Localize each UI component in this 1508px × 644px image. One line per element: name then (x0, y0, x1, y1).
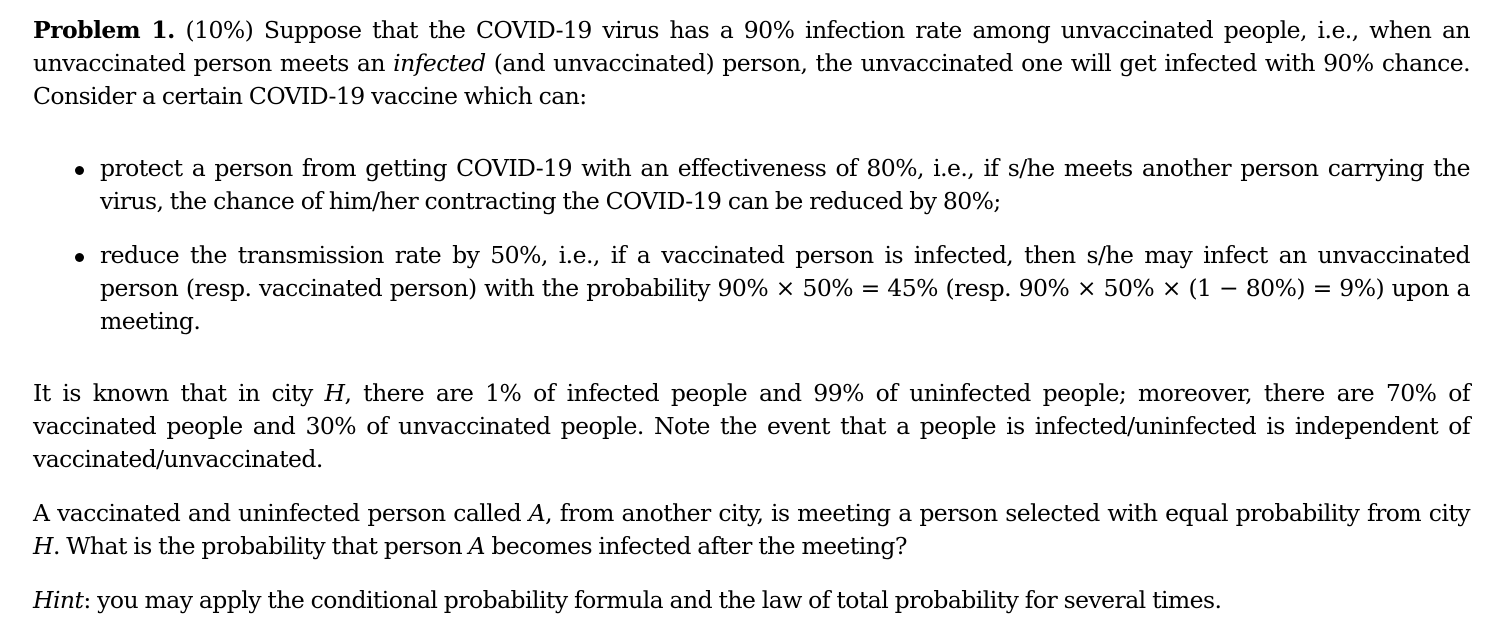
intro-text-1: Suppose that the COVID-19 virus has a 90% infection rate among unvaccinated people, i.e., when an unvaccinated person meets an (33, 16, 1471, 77)
question-text-2: , from another city, is meeting a person selected with equal probability from city (545, 499, 1470, 527)
question-paragraph (33, 497, 1470, 563)
math-var-h: H (33, 532, 53, 560)
question-text-3: . What is the probability that person (52, 532, 463, 560)
intro-text-2: (and unvaccinated) person, the unvaccinated one will get infected with 90% chance. Consider a certain COVID-19 vaccine which can: (33, 49, 1471, 110)
hint-text: : you may apply the conditional probability formula and the law of total probability for several times. (83, 586, 1222, 614)
city-statistics-paragraph (33, 377, 1470, 476)
question-text-1: A vaccinated and uninfected person called (33, 499, 522, 527)
problem-intro (33, 14, 1470, 113)
list-item (100, 239, 1470, 338)
list-item (100, 152, 1470, 218)
city-text-1: It is known that in city (33, 379, 313, 407)
math-var-h: H (324, 379, 345, 407)
hint-paragraph (33, 584, 1470, 617)
vaccine-properties-list (33, 152, 1470, 338)
hint-label: Hint (33, 586, 84, 614)
question-text-4: becomes infected after the meeting? (491, 532, 907, 560)
bullet-icon (75, 166, 84, 175)
list-item-text: protect a person from getting COVID-19 with an effectiveness of 80%, i.e., if s/he meets another person carrying the virus, the chance of him/her contracting the COVID-19 can be reduced by 80%; (100, 154, 1470, 215)
intro-emphasis: infected (393, 49, 486, 77)
math-var-a: A (528, 499, 546, 527)
math-var-a: A (468, 532, 485, 560)
bullet-icon (75, 253, 84, 262)
problem-weight: (10%) (185, 16, 254, 44)
list-item-text: reduce the transmission rate by 50%, i.e., if a vaccinated person is infected, then s/he may infect an unvaccinated person (resp. vaccinated person) with the probability 90% × 50% = 45% (resp. 90% × 50% × (1 − 80%) = 9%) upon a meeting. (100, 241, 1470, 335)
city-text-2: , there are 1% of infected people and 99% of uninfected people; moreover, there are 70% of vaccinated people and 30% of unvaccinated people. Note the event that a people is infected/uninfected is independent of vaccinated/unvaccinated. (33, 379, 1470, 473)
problem-heading: Problem 1. (33, 16, 175, 44)
